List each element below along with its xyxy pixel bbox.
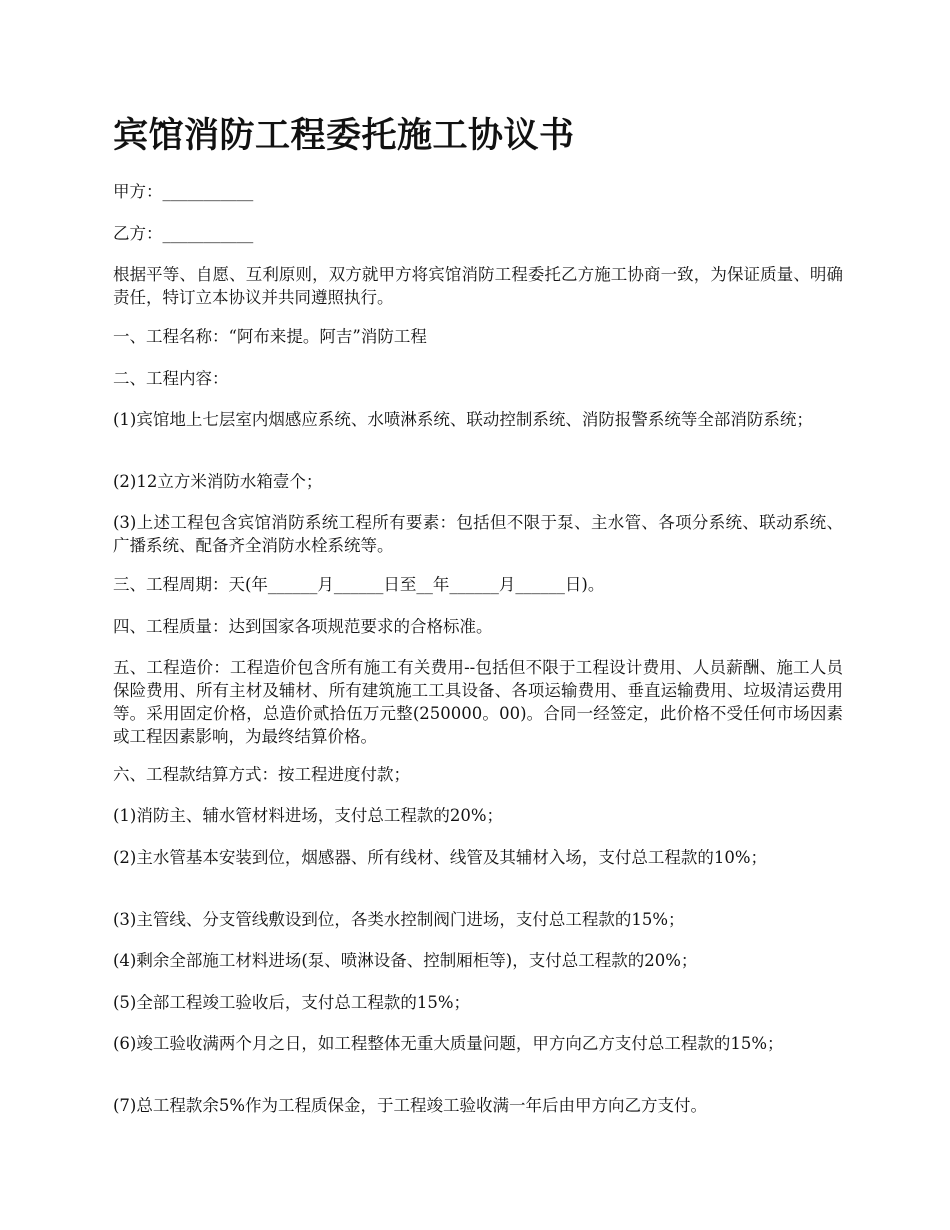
content-item-1: (1)宾馆地上七层室内烟感应系统、水喷淋系统、联动控制系统、消防报警系统等全部消防系统； (113, 410, 813, 429)
party-b-line: 乙方：___________ (113, 224, 254, 243)
project-period-clause: 三、工程周期：天(年______月______日至__年______月______日)。 (113, 575, 605, 594)
payment-item-2: (2)主水管基本安装到位，烟感器、所有线材、线管及其辅材入场，支付总工程款的10%； (113, 848, 768, 867)
preamble-paragraph: 根据平等、自愿、互利原则，双方就甲方将宾馆消防工程委托乙方施工协商一致，为保证质量、明确责任，特订立本协议并共同遵照执行。 (113, 265, 843, 307)
payment-item-4: (4)剩余全部施工材料进场(泵、喷淋设备、控制厢柜等)，支付总工程款的20%； (113, 951, 698, 970)
party-a-line: 甲方：___________ (113, 182, 254, 201)
document-title: 宾馆消防工程委托施工协议书 (113, 116, 575, 156)
payment-item-6: (6)竣工验收满两个月之日，如工程整体无重大质量问题，甲方向乙方支付总工程款的15%； (113, 1034, 784, 1053)
content-item-3: (3)上述工程包含宾馆消防系统工程所有要素：包括但不限于泵、主水管、各项分系统、联动系统、广播系统、配备齐全消防水栓系统等。 (113, 513, 843, 555)
payment-item-7: (7)总工程款余5%作为工程质保金，于工程竣工验收满一年后由甲方向乙方支付。 (113, 1096, 708, 1115)
payment-method-heading: 六、工程款结算方式：按工程进度付款； (113, 765, 410, 784)
payment-item-5: (5)全部工程竣工验收后，支付总工程款的15%； (113, 993, 471, 1012)
project-quality-clause: 四、工程质量：达到国家各项规范要求的合格标准。 (113, 617, 493, 636)
project-content-heading: 二、工程内容： (113, 369, 229, 388)
payment-item-1: (1)消防主、辅水管材料进场，支付总工程款的20%； (113, 806, 504, 825)
project-name-clause: 一、工程名称：“阿布来提。阿吉”消防工程 (113, 327, 427, 346)
content-item-2: (2)12立方米消防水箱壹个； (113, 472, 323, 491)
payment-item-3: (3)主管线、分支管线敷设到位，各类水控制阀门进场，支付总工程款的15%； (113, 910, 685, 929)
project-cost-clause: 五、工程造价：工程造价包含所有施工有关费用--包括但不限于工程设计费用、人员薪酬、施工人员保险费用、所有主材及辅材、所有建筑施工工具设备、各项运输费用、垂直运输费用、垃圾清运费用等。采用固定价格，总造价贰拾伍万元整(250000。00)。合同一经签定，此价格不受任何市场因素或工程因素影响，为最终结算价格。 (113, 658, 843, 746)
